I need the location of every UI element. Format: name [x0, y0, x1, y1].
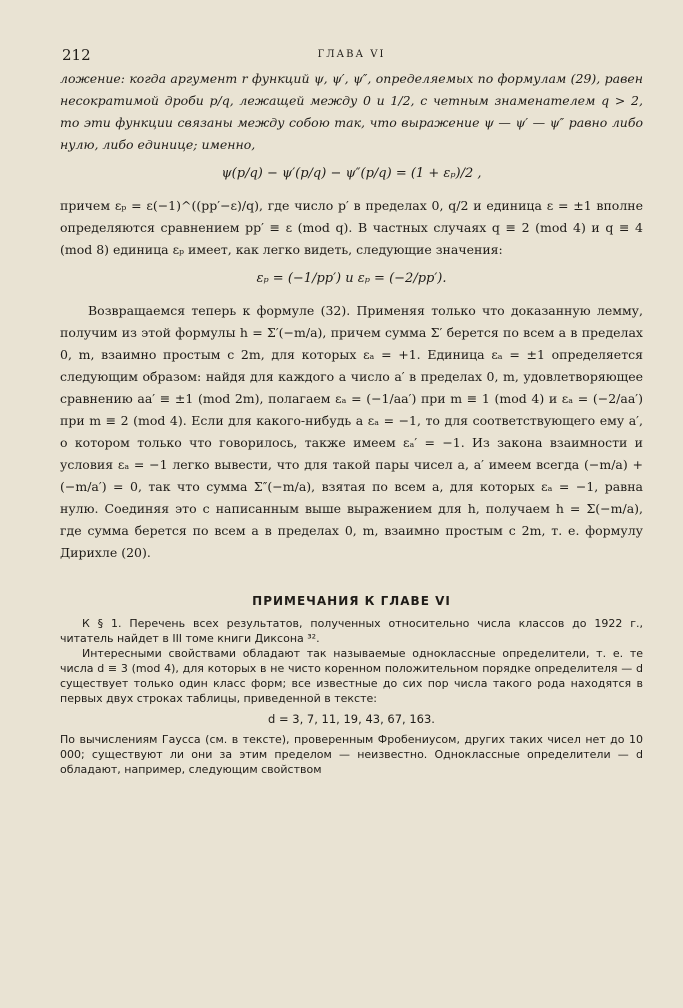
- formula-cases: εₚ = (−1/pp′) и εₚ = (−2/pp′).: [256, 271, 447, 286]
- page-header: [60, 40, 643, 68]
- note-formula-d: d = 3, 7, 11, 19, 43, 67, 163.: [268, 712, 435, 726]
- formula-psi: ψ(p/q) − ψ′(p/q) − ψ″(p/q) = (1 + εₚ)/2 ,: [221, 166, 482, 181]
- note-paragraph-1: К § 1. Перечень всех результатов, полученных относительно числа классов до 1922 г., читатель найдет в III томе книги Диксона ³².: [60, 617, 643, 645]
- notes-title: ПРИМЕЧАНИЯ К ГЛАВЕ VI: [252, 594, 451, 608]
- main-paragraph: Возвращаемся теперь к формуле (32). Применяя только что доказанную лемму, получим из этой формулы h = Σ′(−m/a), причем сумма Σ′ берется по всем a в пределах 0, m, взаимно простым с 2m, для которых εₐ = +1. Единица εₐ = ±1 определяется следующим образом: найдя для каждого a число a′ в пределах 0, m, удовлетворяющее сравнению aa′ ≡ ±1 (mod 2m), полагаем εₐ = (−1/aa′) при m ≡ 1 (mod 4) и εₐ = (−2/aa′) при m ≡ 2 (mod 4). Если для какого-нибудь a εₐ = −1, то для соответствующего ему a′, о котором только что говорилось, также имеем εₐ′ = −1. Из закона взаимности и условия εₐ = −1 легко вывести, что для такой пары чисел a, a′ имеем всегда (−m/a) + (−m/a′) = 0, так что сумма Σ″(−m/a), взятая по всем a, для которых εₐ = −1, равна нулю. Соединяя это с написанным выше выражением для h, получаем h = Σ(−m/a), где сумма берется по всем a в пределах 0, m, взаимно простым с 2m, т. е. формулу Дирихле (20).: [60, 303, 643, 560]
- intro-paragraph: ложение: когда аргумент r функций ψ, ψ′, ψ″, определяемых по формулам (29), равен несократимой дроби p/q, лежащей между 0 и 1/2, с четным знаменателем q > 2, то эти функции связаны между собою так, что выражение ψ — ψ′ — ψ″ равно либо нулю, либо единице; именно,: [60, 71, 643, 152]
- note-paragraph-3: По вычислениям Гаусса (см. в тексте), проверенным Фробениусом, других таких чисел нет до 10 000; существуют ли они за этим пределом — неизвестно. Одноклассные определители — d обладают, например, следующим свойством: [60, 733, 643, 776]
- note-paragraph-2: Интересными свойствами обладают так называемые одноклассные определители, т. е. те числа d ≡ 3 (mod 4), для которых в не чисто коренном положительном порядке определителя — d существует только один класс форм; все известные до сих пор числа такого рода находятся в первых двух строках таблицы, приведенной в тексте:: [60, 647, 643, 705]
- running-head: ГЛАВА VI: [317, 49, 386, 60]
- page-number: 212: [62, 46, 91, 64]
- epsilon-paragraph: причем εₚ = ε(−1)^((pp′−ε)/q), где число p′ в пределах 0, q/2 и единица ε = ±1 вполне определяются сравнением pp′ ≡ ε (mod q). В частных случаях q ≡ 2 (mod 4) и q ≡ 4 (mod 8) единица εₚ имеет, как легко видеть, следующие значения:: [60, 198, 643, 257]
